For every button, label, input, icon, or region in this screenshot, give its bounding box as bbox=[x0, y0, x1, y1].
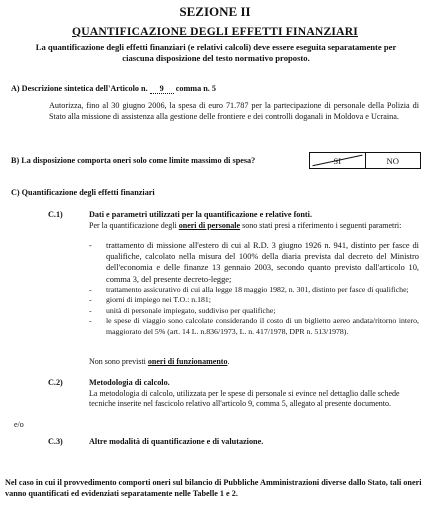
c2-label: C.2) bbox=[48, 378, 63, 387]
option-yes-label: SI bbox=[333, 155, 342, 166]
c1-intro-before: Per la quantificazione degli bbox=[89, 221, 179, 230]
section-a-label bbox=[11, 84, 421, 94]
c1-parameter-list bbox=[83, 240, 419, 337]
section-heading: SEZIONE II bbox=[179, 4, 251, 19]
page-title: QUANTIFICAZIONE DEGLI EFFETTI FINANZIARI bbox=[72, 25, 358, 38]
list-item: - giorni di impiego nei T.O.: n.181; bbox=[83, 295, 419, 306]
option-no bbox=[365, 153, 421, 168]
c1-heading: Dati e parametri utilizzati per la quantificazione e relative fonti. bbox=[89, 210, 312, 219]
c1-label: C.1) bbox=[48, 210, 63, 219]
c3-label: C.3) bbox=[48, 437, 63, 446]
c1-outro-after: . bbox=[227, 357, 230, 366]
c2-heading: Metodologia di calcolo. bbox=[89, 378, 170, 387]
list-item: - le spese di viaggio sono calcolate considerando il costo di un biglietto aereo andata/ritorno intero, maggiorato del 5% (art. 14 L. n.836/1973, L. n. 417/1978, DPR n. 513/1978). bbox=[83, 316, 419, 337]
c1-intro-underlined: oneri di personale bbox=[178, 221, 241, 230]
option-yes-struck bbox=[310, 153, 365, 168]
section-b-question: B) La disposizione comporta oneri solo come limite massimo di spesa? bbox=[11, 156, 256, 165]
section-c-heading: C) Quantificazione degli effetti finanziari bbox=[11, 188, 155, 197]
connector-eo: e/o bbox=[14, 420, 24, 429]
section-a-suffix: comma n. 5 bbox=[175, 84, 216, 93]
option-no-label: NO bbox=[386, 155, 399, 166]
yes-no-box bbox=[309, 152, 421, 169]
footer-note: Nel caso in cui il provvedimento comporti oneri sul bilancio di Pubbliche Amministrazioni diverse dallo Stato, tali oneri vanno quantificati ed evidenziati separatamente nelle Tabelle 1 e 2. bbox=[5, 478, 422, 498]
c1-outro bbox=[89, 357, 419, 366]
c1-outro-underlined: oneri di funzionamento bbox=[147, 357, 228, 366]
section-a-description: Autorizza, fino al 30 giugno 2006, la spesa di euro 71.787 per la partecipazione di personale della Polizia di Stato alla missione di assistenza alla gestione delle frontiere e dei controlli doganali in Moldova e Ucraina. bbox=[49, 101, 419, 122]
list-item: - unità di personale impiegato, suddiviso per qualifiche; bbox=[83, 306, 419, 317]
list-item: - trattamento assicurativo di cui alla legge 18 maggio 1982, n. 301, distinto per fasce di qualifiche; bbox=[83, 285, 419, 296]
c3-heading: Altre modalità di quantificazione e di valutazione. bbox=[89, 437, 264, 446]
c1-outro-before: Non sono previsti bbox=[89, 357, 148, 366]
article-number-field: 9 bbox=[150, 84, 174, 94]
list-item: - trattamento di missione all'estero di cui al R.D. 3 giugno 1926 n. 941, distinto per fasce di qualifiche, calcolato nella misura del 100% della diaria prevista dal decreto del Ministro dell'economia e delle finanze 13 gennaio 2003, secondo quanto previsto dall'articolo 10, comma 3, del presente decreto-legge; bbox=[83, 240, 419, 285]
c1-intro bbox=[89, 221, 419, 231]
page-subtitle: La quantificazione degli effetti finanziari (e relativi calcoli) deve essere eseguita separatamente per ciascuna disposizione del testo normativo proposto. bbox=[35, 42, 397, 63]
c2-text: La metodologia di calcolo, utilizzata per le spese di personale si evince nel dettaglio dalle schede tecniche inserite nel fascicolo relativo all'articolo 9, comma 5, allegato al presente documento. bbox=[89, 389, 400, 409]
section-a-prefix: A) Descrizione sintetica dell'Articolo n. bbox=[11, 84, 148, 93]
c1-intro-after: sono stati presi a riferimento i seguenti parametri: bbox=[240, 221, 402, 230]
